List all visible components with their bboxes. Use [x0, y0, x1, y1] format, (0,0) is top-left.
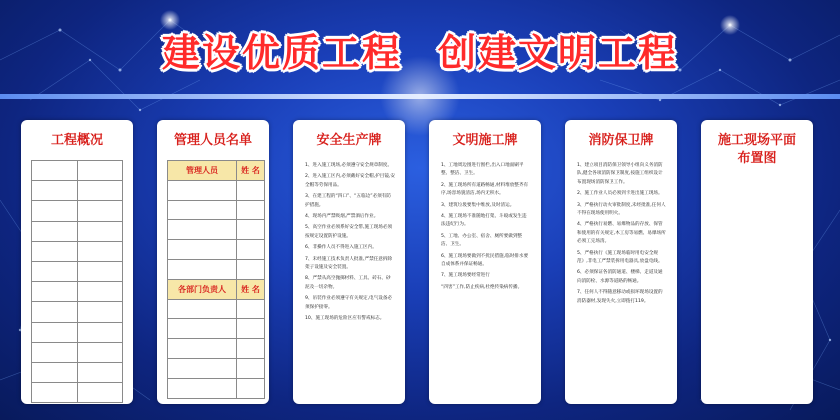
fire-rules	[577, 162, 667, 309]
panel-fire-security	[565, 120, 677, 404]
rule-item: 5、高空作业必须系好安全带,施工现场必须按规定设置防护设施。	[305, 225, 393, 239]
rule-item: 6、非操作人员不得进入施工区内。	[305, 245, 377, 251]
panel-subtitle: 布置图	[737, 151, 777, 166]
manager-table	[167, 160, 265, 399]
rule-item: 2、进入施工区内,必须戴好安全帽,护目镜,安全帽等劳保用品。	[305, 174, 395, 188]
header-banner	[0, 0, 840, 92]
title-right: 创建文明工程	[438, 31, 679, 75]
rule-item: 3、在建工程的“四口”、“五临边”必须有防护措施。	[305, 194, 391, 208]
rule-item: 1、建立项目消防保卫领导小组向义务消防队,健全各项消防保卫制度,按施工组织设计布置现场消防保卫工作。	[577, 163, 663, 185]
panel-title: 安全生产牌	[316, 133, 382, 148]
rule-item: “四害”工作,防止疾病,杜绝传染病传播。	[441, 284, 523, 290]
panel-manager-list	[157, 120, 269, 404]
panel-safety	[293, 120, 405, 404]
panel-title: 工程概况	[50, 133, 103, 148]
header-divider	[0, 94, 840, 99]
rule-item: 1、进入施工现场,必须遵守安全规章制度。	[305, 163, 393, 168]
rule-item: 4、现场内严禁吸烟,严禁酒后作业。	[305, 214, 379, 220]
page-title	[0, 22, 840, 77]
overview-grid	[31, 160, 123, 403]
rule-item: 4、施工现场不准随地打架、斗殴或发生违法违纪行为。	[441, 214, 527, 228]
rule-item: 7、施工现场要经常进行	[441, 273, 490, 279]
rule-item: 8、严禁从高空抛掷材料、工具、砖石、砂泥及一切杂物。	[305, 276, 391, 290]
rule-item: 7、任何人不得随意移动或损坏现场设置的消防器材,发现失火,立即拨打119。	[577, 290, 663, 304]
header-name: 姓 名	[237, 161, 265, 181]
panel-site-layout	[701, 120, 813, 404]
panel-title: 文明施工牌	[452, 133, 518, 148]
civil-rules	[441, 162, 531, 295]
title-left: 建设优质工程	[161, 31, 402, 75]
safety-rules	[305, 162, 395, 327]
rule-item: 5、工地、办公室、宿舍、厕所要做到整洁、卫生。	[441, 233, 523, 248]
rule-item: 7、未经施工技术负责人批准,严禁任意拆除架子设施及安全装置。	[305, 256, 393, 271]
rule-item: 1、工地周边围进行围栏,出入口地面刷平整、整洁、卫生。	[441, 163, 524, 177]
dept-role: 各部门负责人	[168, 279, 237, 299]
panel-civilized-construction	[429, 120, 541, 404]
header-role: 管理人员	[168, 161, 237, 181]
panel-project-overview	[21, 120, 133, 404]
rule-item: 3、严格执行动火审批制度,未经批准,任何人不得在现场使用明火。	[577, 202, 666, 217]
rule-item: 2、施工现场所有道路畅通,材料堆放整齐有序,场容场貌清洁,场内无积水。	[441, 182, 529, 197]
rule-item: 10、施工现场的危险区应有警戒标志。	[305, 316, 385, 322]
rule-item: 2、施工作业人员必须到卡进出施工现场。	[577, 191, 663, 197]
rule-item: 5、严格执行《施工现场临时用电安全规范》,非电工严禁装拆用电器具,放盘电线。	[577, 250, 663, 265]
rule-item: 9、吊装作业必须遵守有关规定,电气设备必须保护接零。	[305, 296, 393, 310]
panel-title: 管理人员名单	[173, 133, 252, 148]
dept-name: 姓 名	[237, 279, 265, 299]
rule-item: 6、施工现场要做到不扰民措施,临时排水要自成体系并保证畅通。	[441, 253, 529, 268]
panel-title: 施工现场平面	[717, 133, 796, 148]
panel-title: 消防保卫牌	[588, 133, 654, 148]
rule-item: 6、必须保证各消防通道、楼梯、走道及通向消防栓、水源等道路的畅通。	[577, 270, 663, 284]
rule-item: 4、严格执行易燃、易爆物品的存放、保管和使用的有关规定,木工房等易燃、易爆场所必须工完场清。	[577, 222, 666, 245]
rule-item: 3、建筑垃圾要集中堆放,及时清运。	[441, 202, 515, 208]
